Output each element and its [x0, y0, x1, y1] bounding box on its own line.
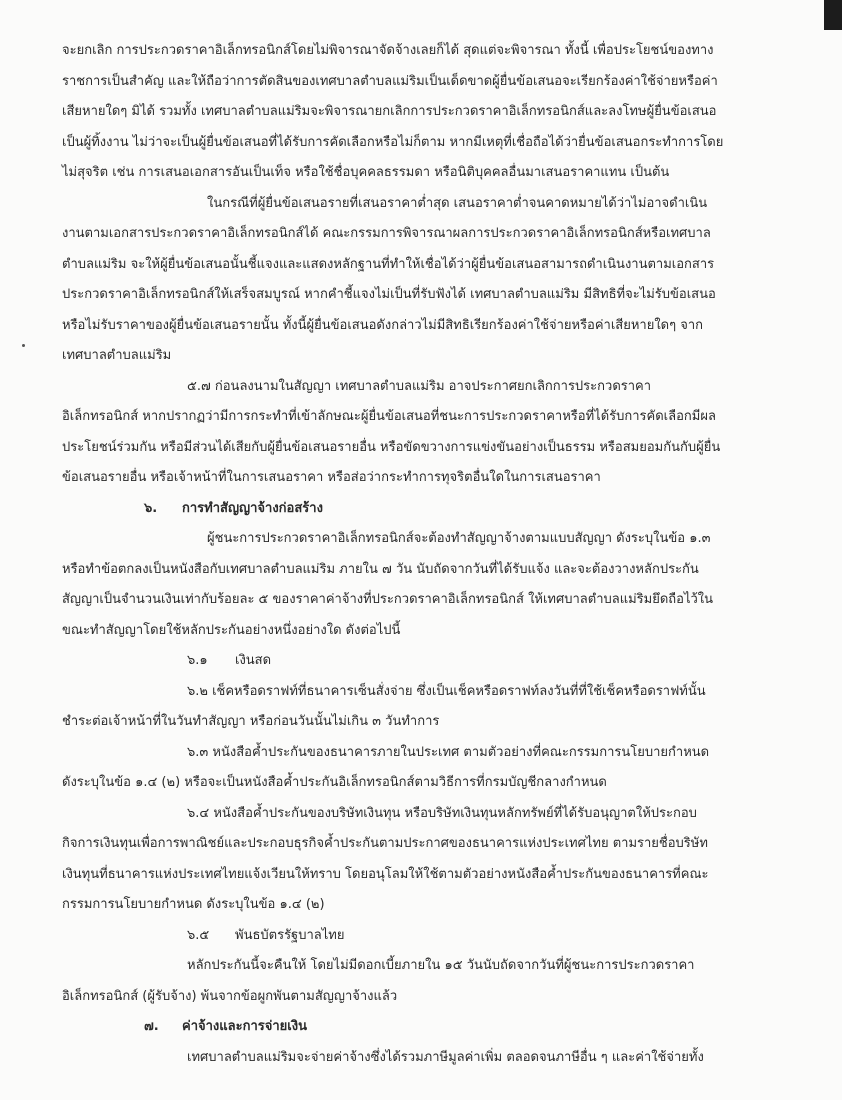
clause-6-3: ๖.๓ หนังสือค้ำประกันของธนาคารภายในประเทศ ตามตัวอย่างที่คณะกรรมการนโยบายกำหนด ดังระบุในข้อ ๑.๔ (๒) หรือจะเป็นหนังสือค้ำประกันอิเล็กทรอนิกส์ตามวิธีการที่กรมบัญชีกลางกำหนด — [62, 744, 710, 790]
section-title: ค่าจ้างและการจ่ายเงิน — [182, 1019, 307, 1034]
paragraph-cancellation: จะยกเลิก การประกวดราคาอิเล็กทรอนิกส์โดยไม่พิจารณาจัดจ้างเลยก็ได้ สุดแต่จะพิจารณา ทั้งนี้ เพื่อประโยชน์ของทางราชการเป็นสำคัญ และให้ถือว่าการตัดสินของเทศบาลตำบลแม่ริมเป็นเด็ดขาดผู้ยื่นข้อเสนอจะเรียกร้องค่าใช้จ่ายหรือค่าเสียหายใดๆ มิได้ รวมทั้ง เทศบาลตำบลแม่ริมจะพิจารณายกเลิกการประกวดราคาอิเล็กทรอนิกส์และลงโทษผู้ยื่นข้อเสนอเป็นผู้ทิ้งงาน ไม่ว่าจะเป็นผู้ยื่นข้อเสนอที่ได้รับการคัดเลือกหรือไม่ก็ตาม หากมีเหตุที่เชื่อถือได้ว่ายื่นข้อเสนอกระทำการโดยไม่สุจริต เช่น การเสนอเอกสารอันเป็นเท็จ หรือใช้ชื่อบุคคลธรรมดา หรือนิติบุคคลอื่นมาเสนอราคาแทน เป็นต้น — [62, 43, 724, 180]
section-title: การทำสัญญาจ้างก่อสร้าง — [182, 500, 323, 516]
clause-6-4: ๖.๔ หนังสือค้ำประกันของบริษัทเงินทุน หรือบริษัทเงินทุนหลักทรัพย์ที่ได้รับอนุญาตให้ประกอบกิจการเงินทุนเพื่อการพาณิชย์และประกอบธุรกิจค้ำประกันตามประกาศของธนาคารแห่งประเทศไทย ตามรายชื่อบริษัทเงินทุนที่ธนาคารแห่งประเทศไทยแจ้งเวียนให้ทราบ โดยอนุโลมให้ใช้ตามตัวอย่างหนังสือค้ำประกันของธนาคารที่คณะกรรมการนโยบายกำหนด ดังระบุในข้อ ๑.๔ (๒) — [62, 805, 709, 912]
paragraph-contract: ผู้ชนะการประกวดราคาอิเล็กทรอนิกส์จะต้องทำสัญญาจ้างตามแบบสัญญา ดังระบุในข้อ ๑.๓ หรือทำข้อตกลงเป็นหนังสือกับเทศบาลตำบลแม่ริม ภายใน ๗ วัน นับถัดจากวันที่ได้รับแจ้ง และจะต้องวางหลักประกันสัญญาเป็นจำนวนเงินเท่ากับร้อยละ ๕ ของราคาค่าจ้างที่ประกวดราคาอิเล็กทรอนิกส์ ให้เทศบาลตำบลแม่ริมยึดถือไว้ในขณะทำสัญญาโดยใช้หลักประกันอย่างหนึ่งอย่างใด ดังต่อไปนี้ — [62, 531, 714, 638]
document-page — [62, 36, 727, 1073]
scan-speck — [22, 344, 25, 347]
paragraph-low-bid: ในกรณีที่ผู้ยื่นข้อเสนอรายที่เสนอราคาต่ำสุด เสนอราคาต่ำจนคาดหมายได้ว่าไม่อาจดำเนินงานตามเอกสารประกวดราคาอิเล็กทรอนิกส์ได้ คณะกรรมการพิจารณาผลการประกวดราคาอิเล็กทรอนิกส์หรือเทศบาลตำบลแม่ริม จะให้ผู้ยื่นข้อเสนอนั้นชี้แจงและแสดงหลักฐานที่ทำให้เชื่อได้ว่าผู้ยื่นข้อเสนอสามารถดำเนินงานตามเอกสารประกวดราคาอิเล็กทรอนิกส์ให้เสร็จสมบูรณ์ หากคำชี้แจงไม่เป็นที่รับฟังได้ เทศบาลตำบลแม่ริม มีสิทธิที่จะไม่รับข้อเสนอหรือไม่รับราคาของผู้ยื่นข้อเสนอรายนั้น ทั้งนี้ผู้ยื่นข้อเสนอดังกล่าวไม่มีสิทธิเรียกร้องค่าใช้จ่ายหรือค่าเสียหายใดๆ จากเทศบาลตำบลแม่ริม — [62, 195, 716, 363]
section-number: ๖. — [144, 500, 158, 516]
clause-6-5 — [62, 921, 727, 952]
clause-text: พันธบัตรรัฐบาลไทย — [235, 927, 345, 943]
clause-5-7: ๕.๗ ก่อนลงนามในสัญญา เทศบาลตำบลแม่ริม อาจประกาศยกเลิกการประกวดราคาอิเล็กทรอนิกส์ หากปรากฏว่ามีการกระทำที่เข้าลักษณะผู้ยื่นข้อเสนอที่ชนะการประกวดราคาหรือที่ได้รับการคัดเลือกมีผลประโยชน์ร่วมกัน หรือมีส่วนได้เสียกับผู้ยื่นข้อเสนอรายอื่น หรือขัดขวางการแข่งขันอย่างเป็นธรรม หรือสมยอมกันกับผู้ยื่นข้อเสนอรายอื่น หรือเจ้าหน้าที่ในการเสนอราคา หรือส่อว่ากระทำการทุจริตอื่นใดในการเสนอราคา — [62, 378, 721, 485]
section-heading-7 — [62, 1012, 727, 1043]
section-number: ๗. — [144, 1019, 159, 1034]
clause-number: ๖.๕ — [187, 927, 210, 943]
clause-6-1 — [62, 646, 727, 677]
scan-corner-mark — [824, 0, 842, 30]
clause-text: เงินสด — [235, 653, 272, 668]
paragraph-payment: เทศบาลตำบลแม่ริมจะจ่ายค่าจ้างซึ่งได้รวมภาษีมูลค่าเพิ่ม ตลอดจนภาษีอื่น ๆ และค่าใช้จ่ายทั้ง — [187, 1049, 704, 1065]
clause-6-2: ๖.๒ เช็คหรือดราฟท์ที่ธนาคารเซ็นสั่งจ่าย ซึ่งเป็นเช็คหรือดราฟท์ลงวันที่ที่ใช้เช็คหรือดราฟท์นั้น ชำระต่อเจ้าหน้าที่ในวันทำสัญญา หรือก่อนวันนั้นไม่เกิน ๓ วันทำการ — [62, 683, 706, 729]
paragraph-guarantee-return: หลักประกันนี้จะคืนให้ โดยไม่มีดอกเบี้ยภายใน ๑๕ วันนับถัดจากวันที่ผู้ชนะการประกวดราคาอิเล็กทรอนิกส์ (ผู้รับจ้าง) พ้นจากข้อผูกพันตามสัญญาจ้างแล้ว — [62, 958, 695, 1004]
section-heading-6 — [62, 494, 727, 525]
clause-number: ๖.๑ — [187, 653, 208, 668]
